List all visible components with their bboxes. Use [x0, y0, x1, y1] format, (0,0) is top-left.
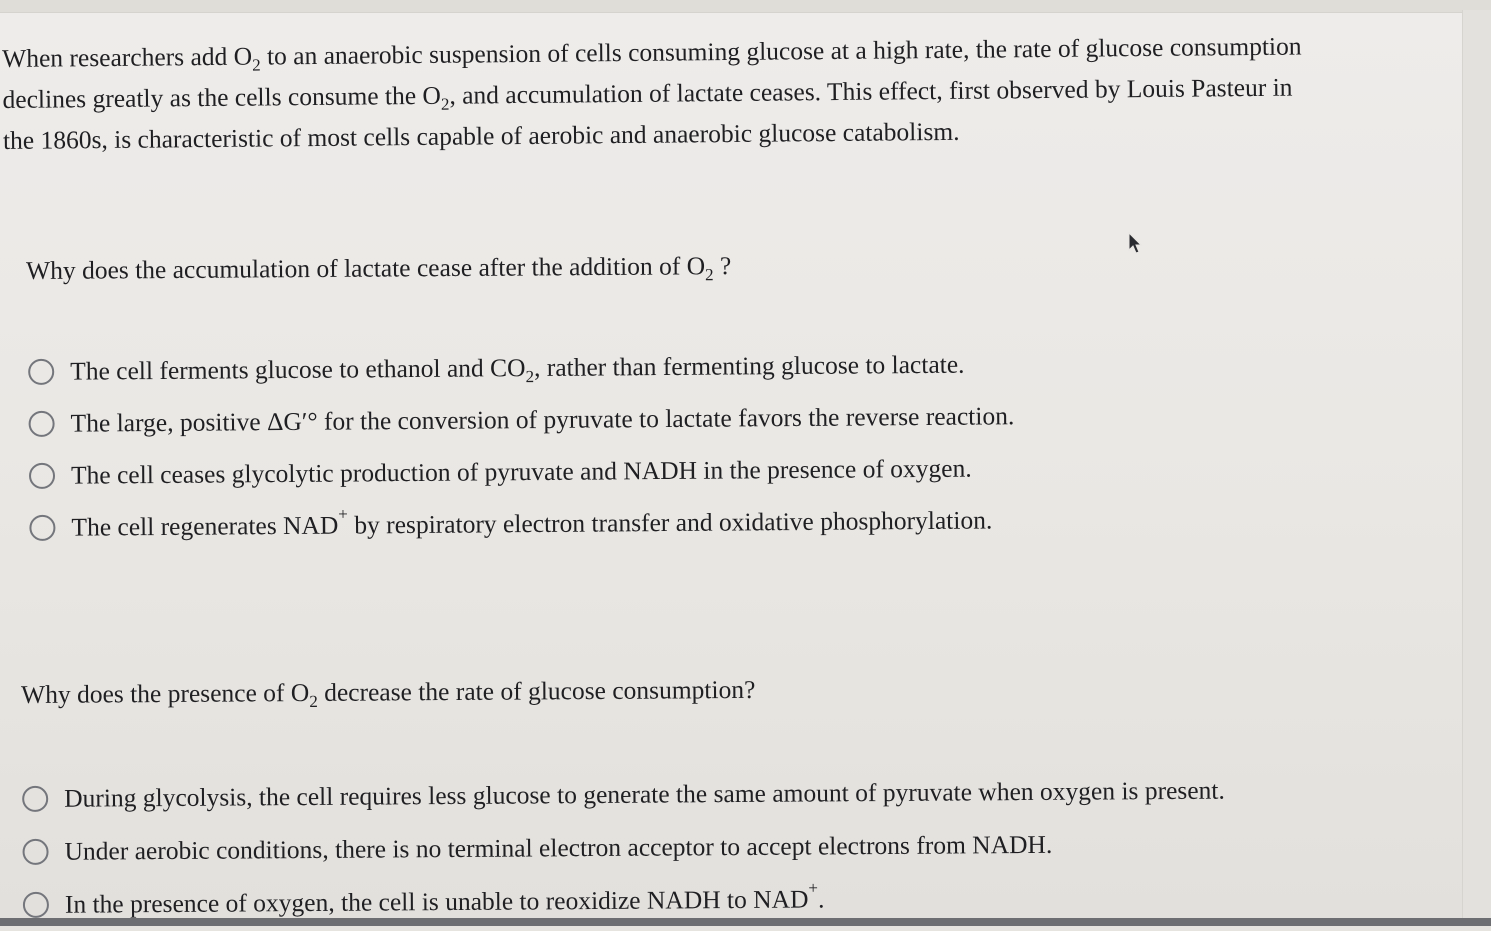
- q1-option-1[interactable]: [28, 338, 1014, 398]
- q1-option-2-label: The large, positive ΔG′° for the conversion of pyruvate to lactate favors the reverse reaction.: [70, 401, 1015, 438]
- q2-option-2[interactable]: [22, 817, 1225, 878]
- radio-button-icon[interactable]: [22, 838, 48, 864]
- q1-option-3[interactable]: [29, 442, 1015, 502]
- question-1-prompt: Why does the accumulation of lactate cease after the addition of $O_2$ ?: [26, 251, 732, 285]
- q2-option-1[interactable]: [22, 764, 1225, 825]
- q1-option-3-label: The cell ceases glycolytic production of pyruvate and NADH in the presence of oxygen.: [70, 453, 972, 490]
- intro-paragraph: [2, 24, 1453, 161]
- q2-option-3-label: In the presence of oxygen, the cell is unable to reoxidize NADH to NAD+.: [64, 877, 825, 919]
- question-1-options: [28, 338, 1015, 554]
- top-edge: [0, 0, 1491, 13]
- q1-option-2[interactable]: [28, 390, 1014, 450]
- question-2-prompt: Why does the presence of $O_2$ decrease the rate of glucose consumption?: [21, 674, 756, 711]
- intro-line-2: declines greatly as the cells consume the $O_2$, and accumulation of lactate ceases. This effect, first observed by Louis Pasteur in: [2, 72, 1293, 114]
- intro-line-1: When researchers add $O_2$ to an anaerobic suspension of cells consuming glucose at a high rate, the rate of glucose consumption: [2, 31, 1302, 75]
- q2-option-1-label: During glycolysis, the cell requires less glucose to generate the same amount of pyruvate when oxygen is present.: [64, 775, 1225, 813]
- q1-option-4[interactable]: [29, 494, 1015, 554]
- right-panel-edge: [1462, 10, 1491, 926]
- radio-button-icon[interactable]: [22, 785, 48, 811]
- radio-button-icon[interactable]: [28, 359, 54, 385]
- q1-option-1-label: The cell ferments glucose to ethanol and $CO_2$, rather than fermenting glucose to lactate.: [70, 349, 965, 387]
- radio-button-icon[interactable]: [29, 515, 55, 541]
- radio-button-icon[interactable]: [23, 891, 49, 917]
- question-2-options: [22, 764, 1226, 931]
- radio-button-icon[interactable]: [29, 411, 55, 437]
- radio-button-icon[interactable]: [29, 463, 55, 489]
- mouse-pointer-icon: [1127, 232, 1143, 256]
- intro-line-3: the 1860s, is characteristic of most cells capable of aerobic and anaerobic glucose catabolism.: [2, 116, 960, 155]
- bottom-edge: [0, 918, 1491, 926]
- q2-option-2-label: Under aerobic conditions, there is no terminal electron acceptor to accept electrons from NADH.: [64, 829, 1053, 866]
- q1-option-4-label: The cell regenerates NAD+ by respiratory electron transfer and oxidative phosphorylation.: [71, 504, 993, 542]
